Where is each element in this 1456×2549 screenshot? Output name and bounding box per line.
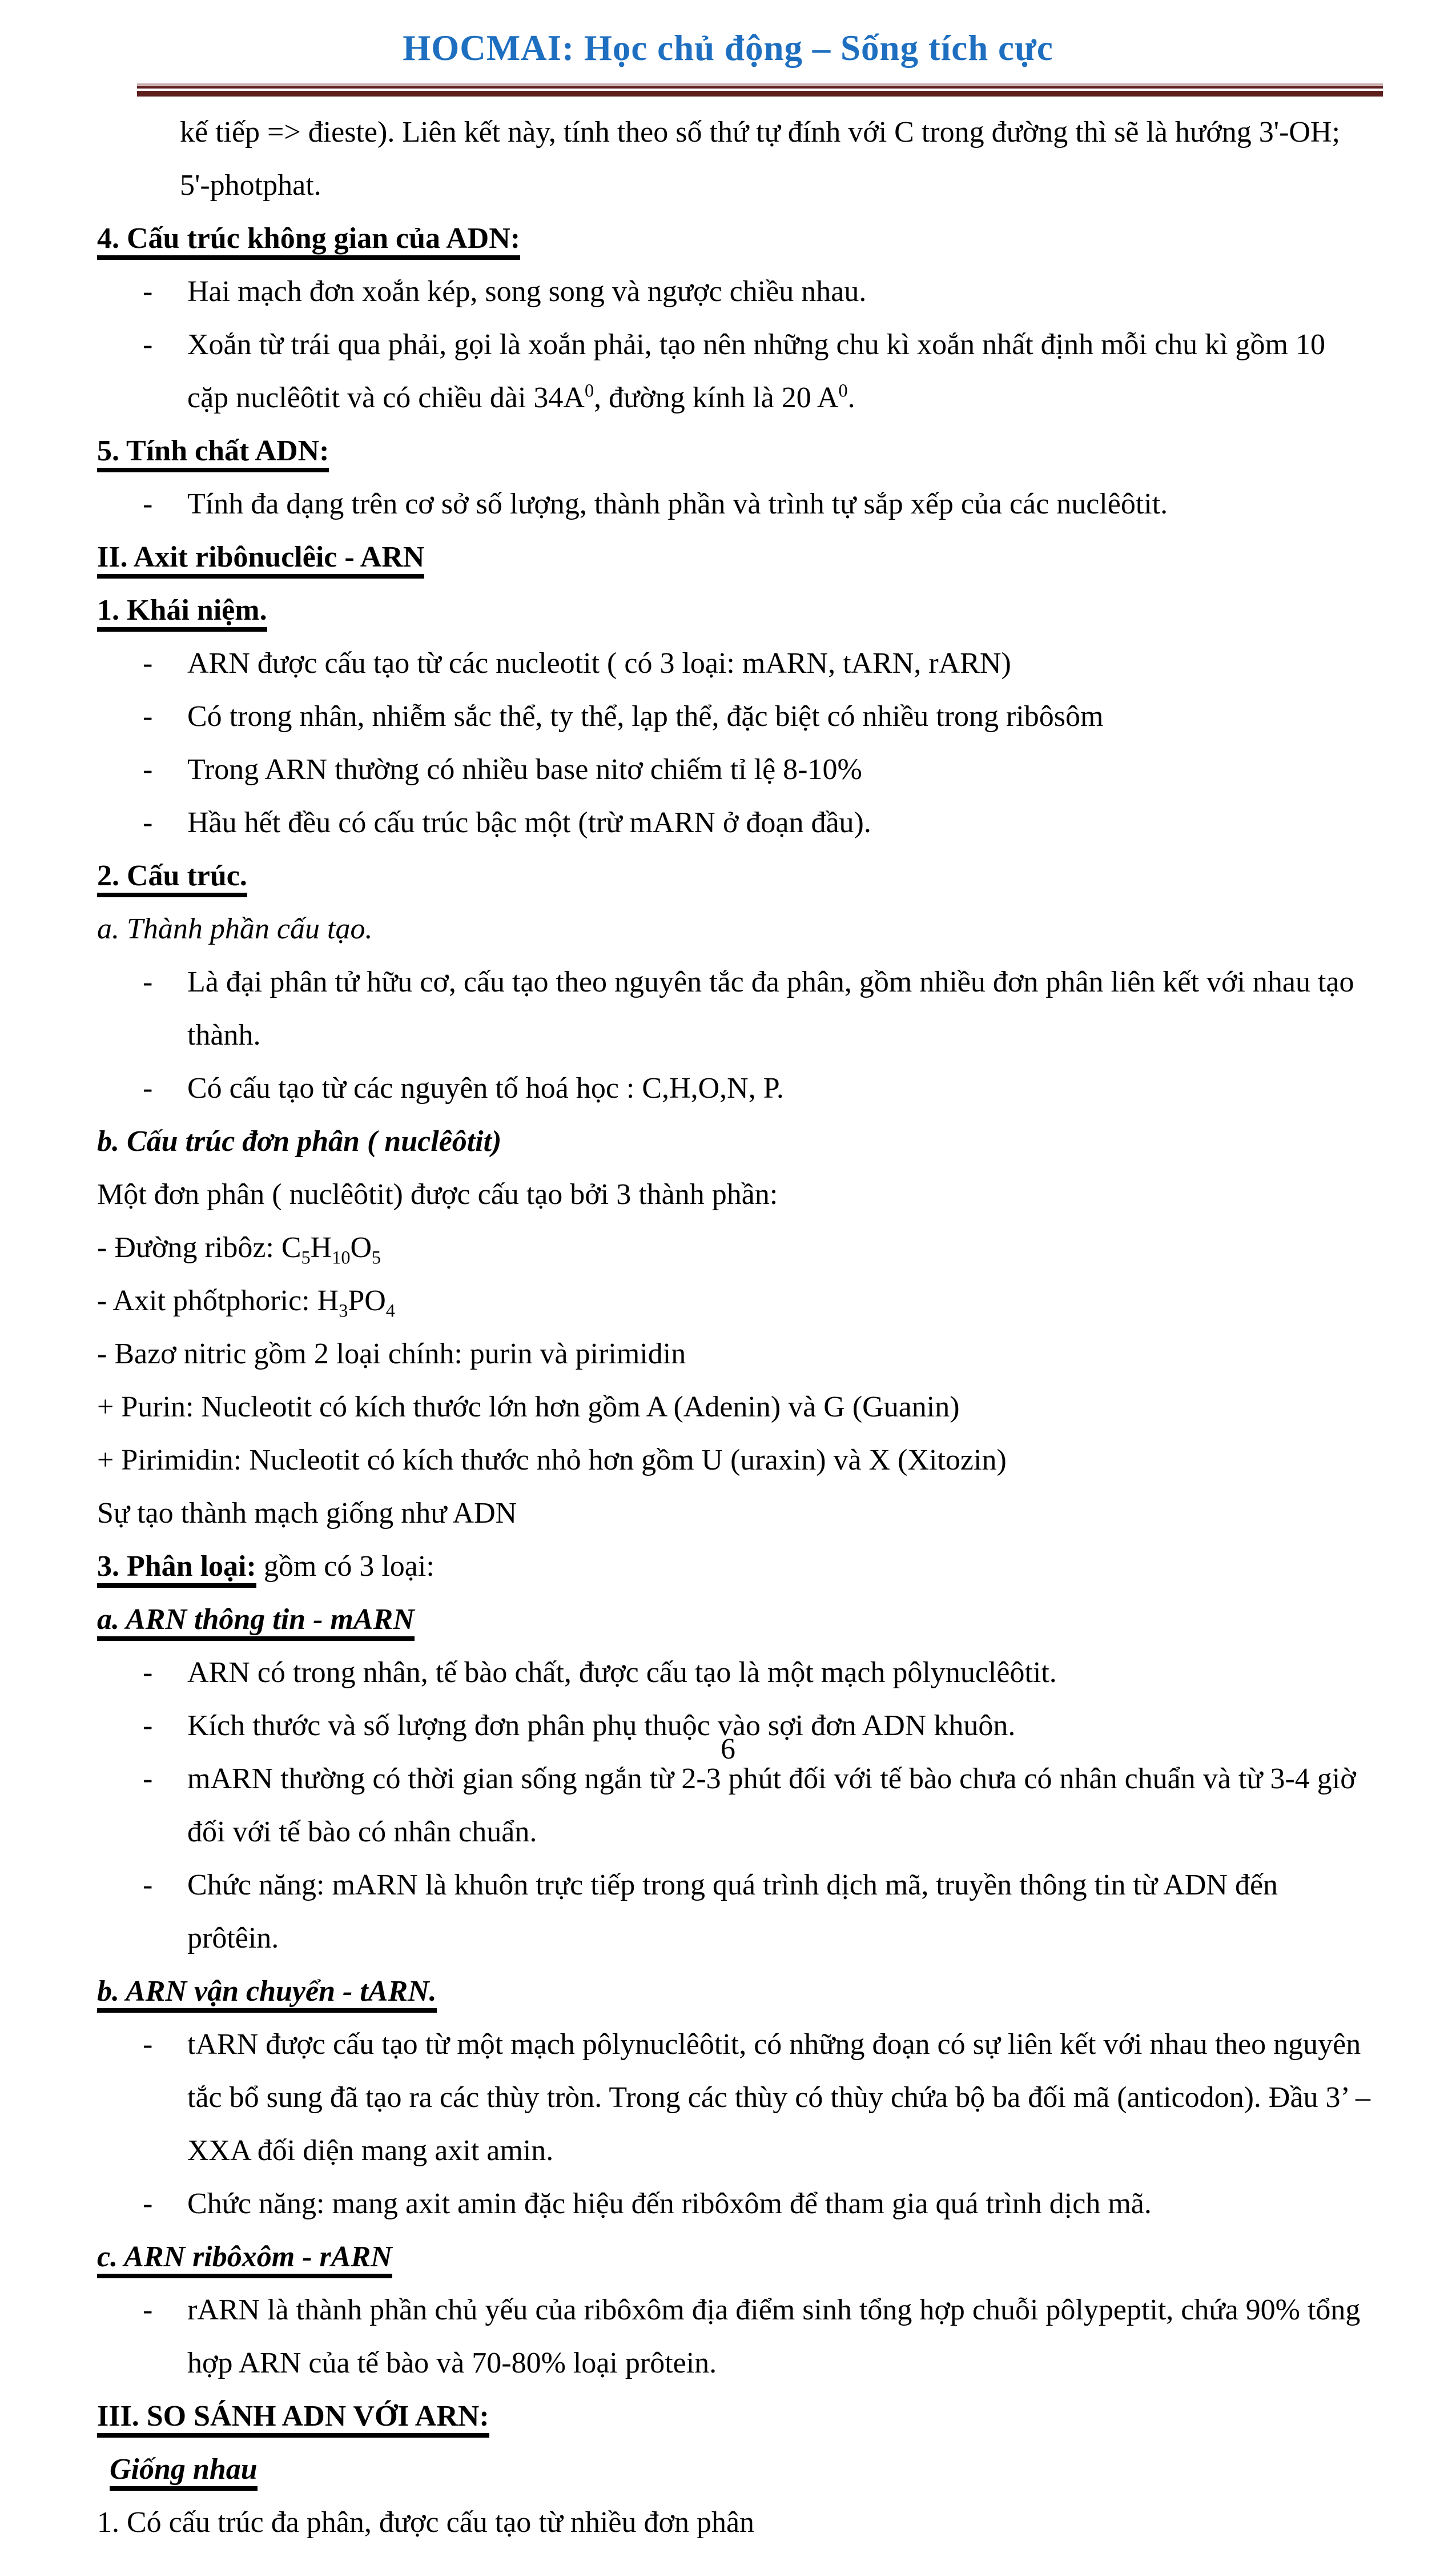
bullet-item <box>97 690 1370 743</box>
bullet-item <box>97 956 1370 1062</box>
document-body <box>97 106 1370 2549</box>
text-run: ARN được cấu tạo từ các nucleotit ( có 3 loại: mARN, tARN, rARN) <box>187 647 1011 680</box>
text-run: Chức năng: mang axit amin đặc hiệu đến ribôxôm để tham gia quá trình dịch mã. <box>187 2187 1152 2220</box>
text-run: II. Axit ribônuclêic - ARN <box>97 541 424 579</box>
text-block <box>97 1274 1370 1327</box>
text-run: H <box>310 1231 332 1264</box>
text-run: - Axit phốtphoric: H <box>97 1284 339 1317</box>
text-block <box>97 1168 1370 1221</box>
bullet-item <box>97 2018 1370 2177</box>
text-run: III. SO SÁNH ADN VỚI ARN: <box>97 2400 489 2438</box>
bullet-marker: - <box>143 488 153 520</box>
text-run: 5 <box>372 1247 381 1268</box>
text-run: 5 <box>301 1247 311 1268</box>
text-run: a. Thành phần cấu tạo. <box>97 913 373 945</box>
bullet-marker: - <box>143 966 153 998</box>
text-run: Tính đa dạng trên cơ sở số lượng, thành phần và trình tự sắp xếp của các nuclêôtit. <box>187 488 1168 520</box>
rule-light-line <box>137 83 1383 86</box>
text-block <box>97 2496 1370 2549</box>
bullet-item <box>97 1062 1370 1115</box>
text-run: b. ARN vận chuyển - tARN. <box>97 1975 437 2013</box>
text-run: 5. Tính chất ADN: <box>97 435 329 472</box>
text-run: mARN thường có thời gian sống ngắn từ 2-3 phút đối với tế bào chưa có nhân chuẩn và từ 3-4 giờ đối với tế bào có nhân chuẩn. <box>187 1763 1356 1848</box>
text-run: 4 <box>385 1300 395 1321</box>
text-run: - Bazơ nitric gồm 2 loại chính: purin và pirimidin <box>97 1338 686 1370</box>
bullet-item <box>97 743 1370 796</box>
text-block <box>97 1115 1370 1168</box>
text-run: Có trong nhân, nhiễm sắc thể, ty thể, lạp thể, đặc biệt có nhiều trong ribôsôm <box>187 700 1104 733</box>
rule-dark-thick-line <box>137 91 1383 97</box>
bullet-marker: - <box>143 700 153 733</box>
text-run: Là đại phân tử hữu cơ, cấu tạo theo nguyên tắc đa phân, gồm nhiều đơn phân liên kết với nhau tạo thành. <box>187 966 1354 1051</box>
text-block <box>97 1380 1370 1434</box>
text-block <box>97 584 1370 637</box>
bullet-marker: - <box>143 2028 153 2061</box>
bullet-item <box>97 477 1370 531</box>
bullet-marker: - <box>143 2294 153 2326</box>
page-title: HOCMAI: Học chủ động – Sống tích cực <box>403 28 1053 68</box>
text-run: + Pirimidin: Nucleotit có kích thước nhỏ hơn gồm U (uraxin) và X (Xitozin) <box>97 1444 1007 1476</box>
bullet-marker: - <box>143 275 153 308</box>
text-block <box>97 849 1370 902</box>
text-run: gồm có 3 loại: <box>256 1550 435 1583</box>
text-run: 3 <box>339 1300 348 1321</box>
text-run: . <box>847 382 855 414</box>
text-run: tARN được cấu tạo từ một mạch pôlynuclêôtit, có những đoạn có sự liên kết với nhau theo nguyên tắc bổ sung đã tạo ra các thùy tròn. Trong các thùy có thùy chứa bộ ba đối mã (anticodon). Đầu 3’ – XXA đối diện mang axit amin. <box>187 2028 1371 2167</box>
bullet-item <box>97 2283 1370 2390</box>
text-block <box>97 1540 1370 1593</box>
text-block <box>97 212 1370 265</box>
bullet-marker: - <box>143 806 153 839</box>
bullet-item <box>97 2177 1370 2230</box>
text-run: Trong ARN thường có nhiều base nitơ chiếm tỉ lệ 8-10% <box>187 753 862 786</box>
bullet-item <box>97 1646 1370 1699</box>
text-run: 10 <box>332 1247 351 1268</box>
page-number: 6 <box>721 1733 735 1765</box>
text-run: c. ARN ribôxôm - rARN <box>97 2241 392 2278</box>
bullet-marker: - <box>143 328 153 361</box>
text-block <box>97 2230 1370 2283</box>
bullet-marker: - <box>143 647 153 680</box>
text-run: Xoắn từ trái qua phải, gọi là xoắn phải, tạo nên những chu kì xoắn nhất định mỗi chu kì gồm 10 cặp nuclêôtit và có chiều dài 34A <box>187 328 1325 414</box>
text-block <box>97 902 1370 956</box>
text-run: Hai mạch đơn xoắn kép, song song và ngược chiều nhau. <box>187 275 867 308</box>
page-footer <box>0 1732 1456 1766</box>
bullet-item <box>97 637 1370 690</box>
bullet-item <box>97 796 1370 849</box>
text-run: 4. Cấu trúc không gian của ADN: <box>97 222 520 260</box>
text-run: Hầu hết đều có cấu trúc bậc một (trừ mARN ở đoạn đầu). <box>187 806 871 839</box>
text-run: Giống nhau <box>110 2453 258 2491</box>
bullet-item <box>97 265 1370 318</box>
text-run: Một đơn phân ( nuclêôtit) được cấu tạo bởi 3 thành phần: <box>97 1178 778 1211</box>
text-block <box>97 1221 1370 1274</box>
text-run: 1. Có cấu trúc đa phân, được cấu tạo từ nhiều đơn phân <box>97 2506 755 2539</box>
text-run: O <box>350 1231 372 1264</box>
text-block <box>97 2443 1370 2496</box>
text-block <box>97 1965 1370 2018</box>
text-run: kế tiếp => đieste). Liên kết này, tính theo số thứ tự đính với C trong đường thì sẽ là hướng 3'-OH; 5'-photphat. <box>180 116 1340 202</box>
header-rule <box>137 83 1383 97</box>
text-run: Sự tạo thành mạch giống như ADN <box>97 1497 517 1530</box>
bullet-marker: - <box>143 1656 153 1689</box>
text-run: rARN là thành phần chủ yếu của ribôxôm địa điểm sinh tổng hợp chuỗi pôlypeptit, chứa 90% tổng hợp ARN của tế bào và 70-80% loại prôtein. <box>187 2294 1361 2379</box>
text-run: b. Cấu trúc đơn phân ( nuclêôtit) <box>97 1125 502 1158</box>
bullet-marker: - <box>143 2187 153 2220</box>
text-block <box>97 2390 1370 2443</box>
text-run: - Đường ribôz: C <box>97 1231 301 1264</box>
text-run: ARN có trong nhân, tế bào chất, được cấu tạo là một mạch pôlynuclêôtit. <box>187 1656 1057 1689</box>
bullet-item <box>97 1858 1370 1965</box>
text-run: a. ARN thông tin - mARN <box>97 1603 415 1641</box>
text-run: 0 <box>838 380 848 401</box>
text-run: + Purin: Nucleotit có kích thước lớn hơn gồm A (Adenin) và G (Guanin) <box>97 1391 960 1423</box>
text-run: 0 <box>584 380 594 401</box>
text-run: Có cấu tạo từ các nguyên tố hoá học : C,H,O,N, P. <box>187 1072 784 1105</box>
bullet-marker: - <box>143 1709 153 1742</box>
bullet-item <box>97 318 1370 424</box>
text-run: 1. Khái niệm. <box>97 594 267 632</box>
text-run: PO <box>348 1284 386 1317</box>
text-block <box>97 1434 1370 1487</box>
text-block <box>97 106 1370 212</box>
bullet-marker: - <box>143 753 153 786</box>
text-block <box>97 424 1370 477</box>
bullet-marker: - <box>143 1763 153 1795</box>
text-run: 3. Phân loại: <box>97 1550 256 1588</box>
text-run: Chức năng: mARN là khuôn trực tiếp trong quá trình dịch mã, truyền thông tin từ ADN đến prôtêin. <box>187 1869 1278 1954</box>
text-run: 2. Cấu trúc. <box>97 860 247 897</box>
bullet-marker: - <box>143 1072 153 1105</box>
text-block <box>97 1327 1370 1380</box>
page-header <box>0 0 1456 97</box>
bullet-item <box>97 1752 1370 1858</box>
text-run: Kích thước và số lượng đơn phân phụ thuộc vào sợi đơn ADN khuôn. <box>187 1709 1016 1742</box>
text-block <box>97 531 1370 584</box>
text-run: , đường kính là 20 A <box>594 382 839 414</box>
text-block <box>97 1487 1370 1540</box>
text-block <box>97 1593 1370 1646</box>
bullet-marker: - <box>143 1869 153 1901</box>
